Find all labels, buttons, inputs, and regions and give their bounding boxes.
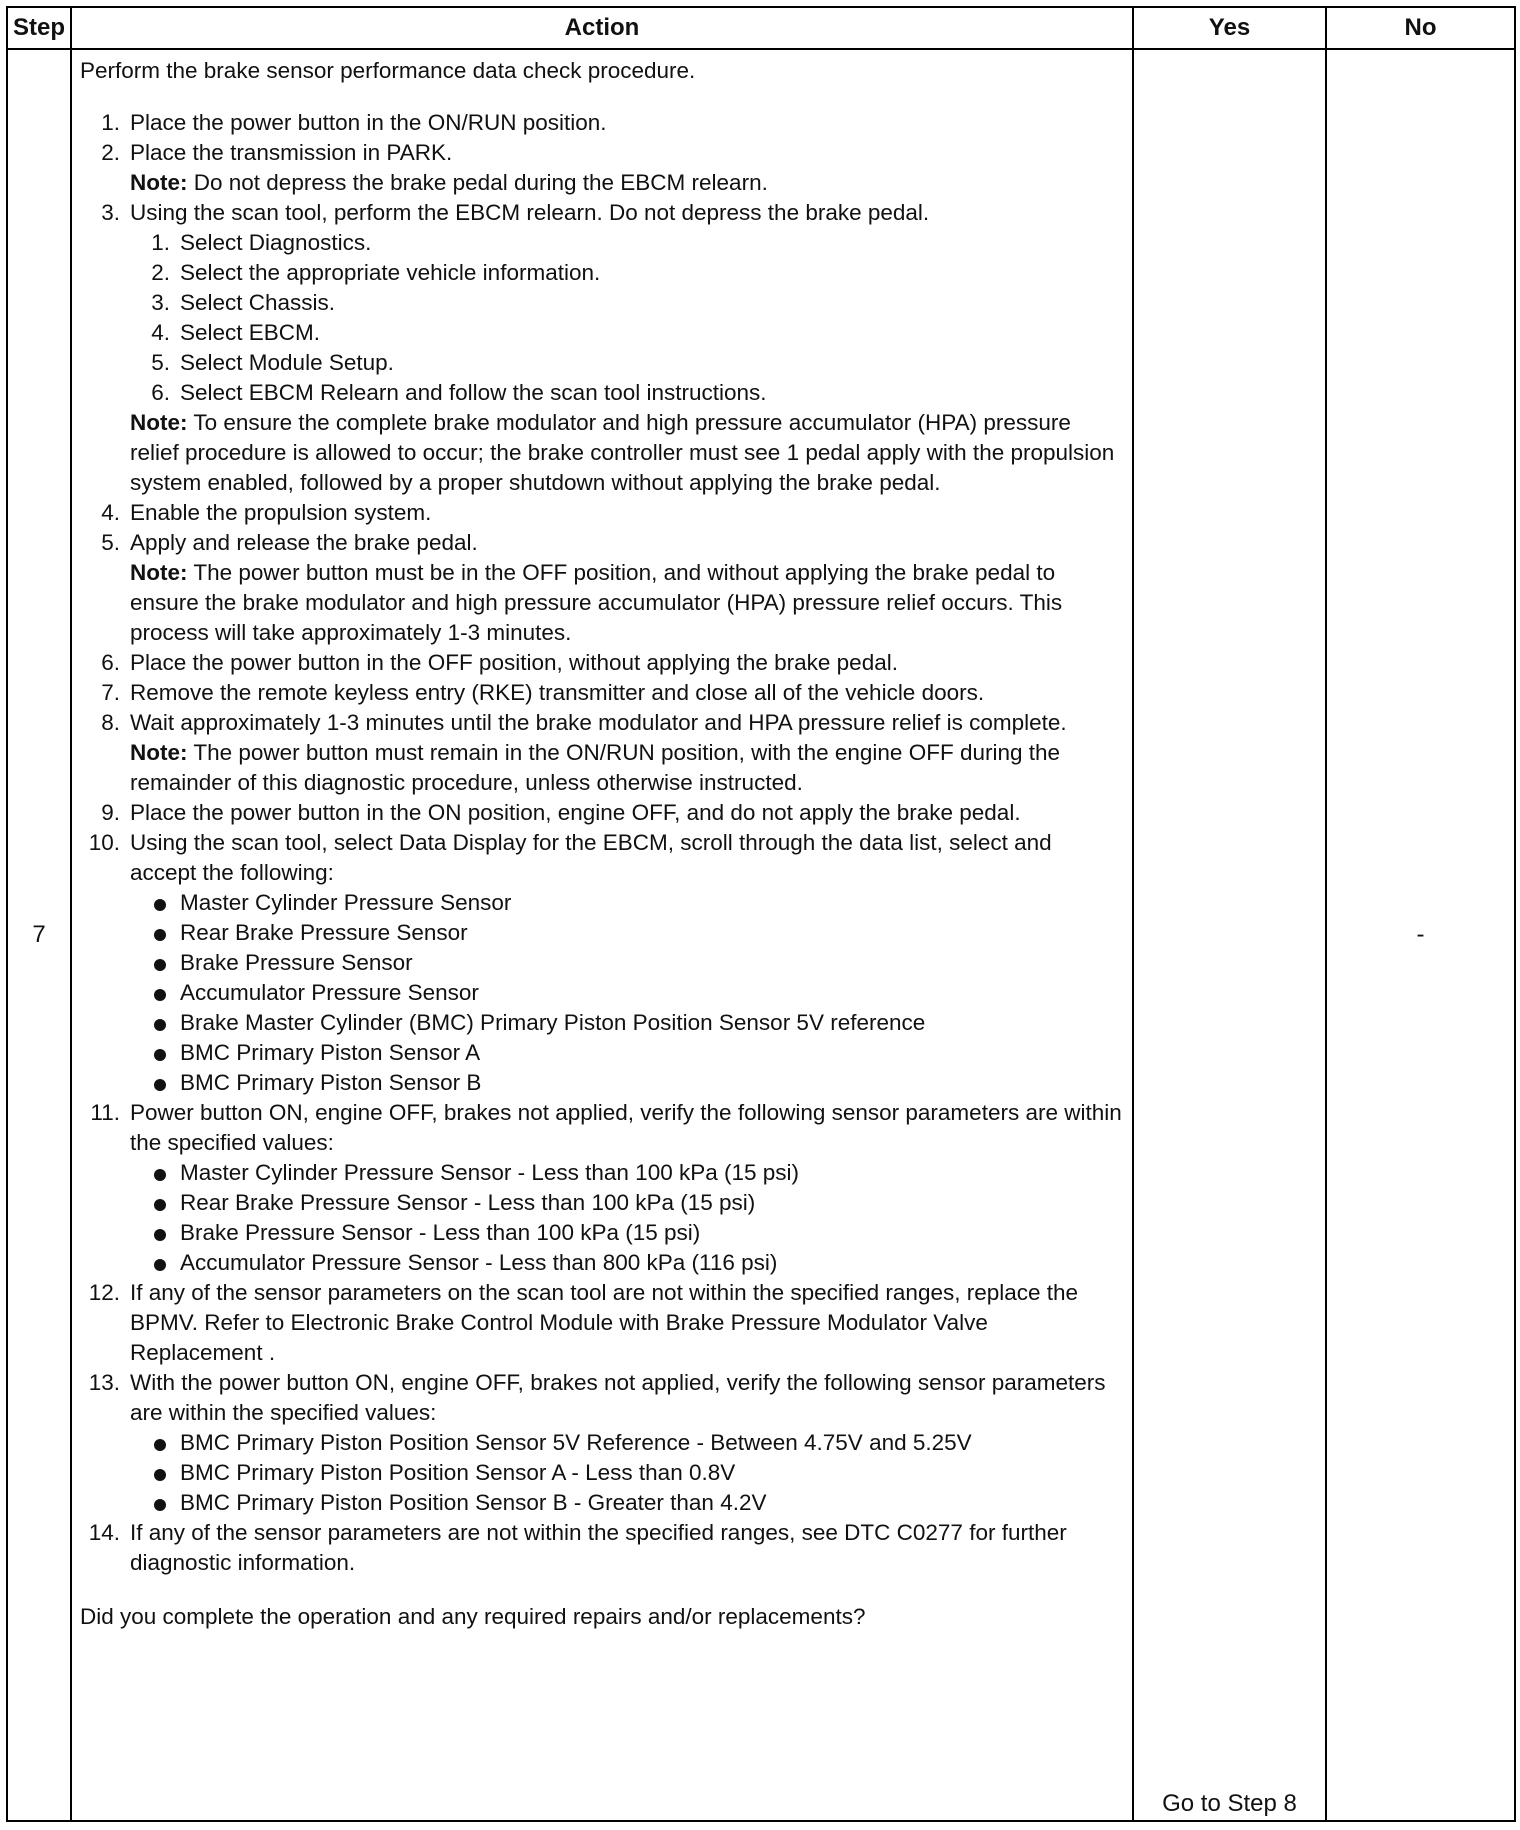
step-text: Place the transmission in PARK. [130, 140, 453, 165]
step-text: Power button ON, engine OFF, brakes not applied, verify the following sensor parameters are within the specified values: [130, 1100, 1122, 1155]
step-note [130, 168, 1124, 198]
substep-text: Select EBCM Relearn and follow the scan tool instructions. [180, 380, 767, 405]
bullet-item [130, 948, 1124, 978]
action-cell [71, 49, 1133, 1821]
step-index: 9. [101, 800, 120, 825]
bullet-text: Accumulator Pressure Sensor [180, 980, 479, 1005]
step-index: 10. [88, 830, 120, 855]
bullet-item [130, 1218, 1124, 1248]
procedure-step [80, 708, 1124, 798]
bullet-text: Brake Pressure Sensor [180, 950, 413, 975]
step-text: Place the power button in the ON position, engine OFF, and do not apply the brake pedal. [130, 800, 1021, 825]
action-question: Did you complete the operation and any required repairs and/or replacements? [80, 1604, 866, 1629]
bullet-item [130, 978, 1124, 1008]
procedure-step [80, 828, 1124, 1098]
step-text: Enable the propulsion system. [130, 500, 432, 525]
bullet-item [130, 1488, 1124, 1518]
step-index: 11. [90, 1100, 120, 1125]
procedure-step [80, 1278, 1124, 1368]
procedure-step [80, 1368, 1124, 1518]
bullet-item [130, 1188, 1124, 1218]
step-index: 14. [88, 1520, 120, 1545]
bullet-text: BMC Primary Piston Sensor B [180, 1070, 482, 1095]
procedure-list [80, 108, 1124, 1578]
step-index: 6. [101, 650, 120, 675]
step-text: Place the power button in the OFF position, without applying the brake pedal. [130, 650, 898, 675]
step-index: 3. [101, 200, 120, 225]
bullet-icon [154, 1229, 166, 1241]
substep [130, 288, 1124, 318]
bullet-icon [154, 989, 166, 1001]
procedure-step [80, 798, 1124, 828]
substep [130, 348, 1124, 378]
procedure-step [80, 1098, 1124, 1278]
no-result: - [1326, 49, 1515, 1821]
note-label: Note: [130, 740, 188, 765]
bullet-text: Master Cylinder Pressure Sensor - Less than 100 kPa (15 psi) [180, 1160, 800, 1185]
substep-index: 6. [151, 380, 170, 405]
step-number: 7 [7, 49, 71, 1821]
substep-index: 3. [151, 290, 170, 315]
bullet-text: BMC Primary Piston Position Sensor B - Greater than 4.2V [180, 1490, 767, 1515]
note-text: The power button must remain in the ON/RUN position, with the engine OFF during the remainder of this diagnostic procedure, unless otherwise instructed. [130, 740, 1061, 795]
bullet-item [130, 1038, 1124, 1068]
bullet-item [130, 888, 1124, 918]
bullet-text: Brake Master Cylinder (BMC) Primary Piston Position Sensor 5V reference [180, 1010, 926, 1035]
bullet-icon [154, 1199, 166, 1211]
step-text: Remove the remote keyless entry (RKE) transmitter and close all of the vehicle doors. [130, 680, 985, 705]
bullet-list [130, 1428, 1124, 1518]
header-row [7, 7, 1515, 49]
substep [130, 258, 1124, 288]
bullet-icon [154, 1079, 166, 1091]
bullet-icon [154, 1469, 166, 1481]
bullet-text: Brake Pressure Sensor - Less than 100 kPa (15 psi) [180, 1220, 701, 1245]
bullet-icon [154, 1169, 166, 1181]
bullet-text: BMC Primary Piston Position Sensor 5V Reference - Between 4.75V and 5.25V [180, 1430, 972, 1455]
step-text: Apply and release the brake pedal. [130, 530, 478, 555]
substep-list [130, 228, 1124, 408]
substep-index: 5. [151, 350, 170, 375]
step-index: 2. [101, 140, 120, 165]
note-label: Note: [130, 410, 188, 435]
note-label: Note: [130, 170, 188, 195]
bullet-icon [154, 1439, 166, 1451]
substep-text: Select Module Setup. [180, 350, 394, 375]
procedure-step [80, 528, 1124, 648]
step-text: If any of the sensor parameters are not within the specified ranges, see DTC C0277 for further diagnostic information. [130, 1520, 1067, 1575]
note-label: Note: [130, 560, 188, 585]
note-text: To ensure the complete brake modulator and high pressure accumulator (HPA) pressure relief procedure is allowed to occur; the brake controller must see 1 pedal apply with the propulsion system enabled, followed by a proper shutdown without applying the brake pedal. [130, 410, 1115, 495]
bullet-item [130, 1158, 1124, 1188]
header-yes: Yes [1133, 7, 1326, 49]
bullet-text: Rear Brake Pressure Sensor [180, 920, 468, 945]
note-text: The power button must be in the OFF position, and without applying the brake pedal to ensure the brake modulator and high pressure accumulator (HPA) pressure relief occurs. This process will take approximately 1-3 minutes. [130, 560, 1063, 645]
substep-index: 1. [151, 230, 170, 255]
step-text: Using the scan tool, perform the EBCM relearn. Do not depress the brake pedal. [130, 200, 930, 225]
substep-index: 2. [151, 260, 170, 285]
substep-text: Select the appropriate vehicle information. [180, 260, 601, 285]
substep [130, 318, 1124, 348]
header-no: No [1326, 7, 1515, 49]
step-index: 13. [88, 1370, 120, 1395]
action-intro: Perform the brake sensor performance data check procedure. [80, 58, 696, 83]
bullet-icon [154, 1019, 166, 1031]
bullet-text: BMC Primary Piston Position Sensor A - Less than 0.8V [180, 1460, 736, 1485]
step-row [7, 49, 1515, 1821]
bullet-icon [154, 1259, 166, 1271]
bullet-icon [154, 959, 166, 971]
header-action: Action [71, 7, 1133, 49]
bullet-list [130, 1158, 1124, 1278]
procedure-step [80, 498, 1124, 528]
procedure-step [80, 198, 1124, 498]
step-note [130, 408, 1124, 498]
step-text: Using the scan tool, select Data Display for the EBCM, scroll through the data list, select and accept the following: [130, 830, 1052, 885]
step-note [130, 738, 1124, 798]
bullet-item [130, 1008, 1124, 1038]
step-index: 12. [88, 1280, 120, 1305]
step-index: 1. [101, 110, 120, 135]
step-index: 5. [101, 530, 120, 555]
step-note [130, 558, 1124, 648]
bullet-icon [154, 1049, 166, 1061]
step-text: With the power button ON, engine OFF, brakes not applied, verify the following sensor parameters are within the specified values: [130, 1370, 1106, 1425]
procedure-step [80, 108, 1124, 138]
bullet-text: Accumulator Pressure Sensor - Less than 800 kPa (116 psi) [180, 1250, 778, 1275]
step-text: If any of the sensor parameters on the scan tool are not within the specified ranges, replace the BPMV. Refer to Electronic Brake Control Module with Brake Pressure Modulator Valve Replacement . [130, 1280, 1079, 1365]
procedure-step [80, 1518, 1124, 1578]
substep-text: Select Chassis. [180, 290, 336, 315]
bullet-item [130, 1428, 1124, 1458]
diagnostic-table [6, 6, 1516, 1822]
procedure-step [80, 678, 1124, 708]
substep [130, 228, 1124, 258]
step-text: Place the power button in the ON/RUN position. [130, 110, 607, 135]
substep-text: Select EBCM. [180, 320, 321, 345]
bullet-item [130, 1068, 1124, 1098]
bullet-text: Master Cylinder Pressure Sensor [180, 890, 512, 915]
note-text: Do not depress the brake pedal during the EBCM relearn. [187, 170, 768, 195]
substep-index: 4. [151, 320, 170, 345]
procedure-step [80, 648, 1124, 678]
bullet-list [130, 888, 1124, 1098]
step-text: Wait approximately 1-3 minutes until the brake modulator and HPA pressure relief is complete. [130, 710, 1067, 735]
step-index: 7. [101, 680, 120, 705]
bullet-icon [154, 929, 166, 941]
bullet-item [130, 918, 1124, 948]
substep [130, 378, 1124, 408]
step-index: 8. [101, 710, 120, 735]
bullet-item [130, 1458, 1124, 1488]
yes-result: Go to Step 8 [1133, 49, 1326, 1821]
bullet-icon [154, 1499, 166, 1511]
substep-text: Select Diagnostics. [180, 230, 372, 255]
bullet-text: BMC Primary Piston Sensor A [180, 1040, 481, 1065]
step-index: 4. [101, 500, 120, 525]
header-step: Step [7, 7, 71, 49]
bullet-item [130, 1248, 1124, 1278]
bullet-icon [154, 899, 166, 911]
bullet-text: Rear Brake Pressure Sensor - Less than 100 kPa (15 psi) [180, 1190, 756, 1215]
procedure-step [80, 138, 1124, 198]
